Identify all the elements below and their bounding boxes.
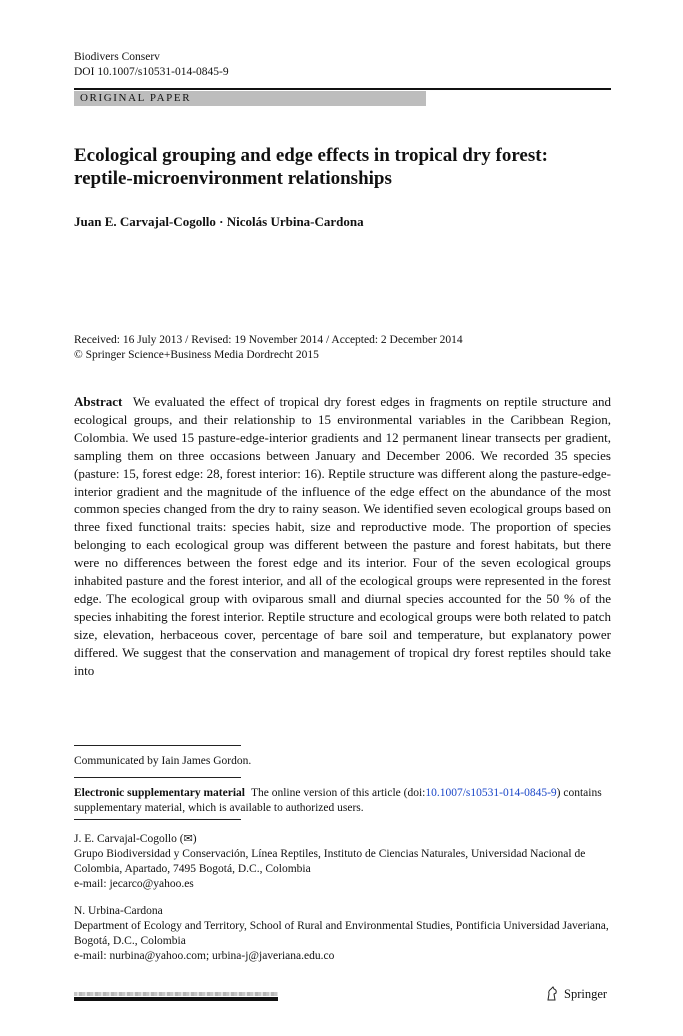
communicated-note: Communicated by Iain James Gordon. (74, 755, 252, 767)
author1-name-line (74, 831, 611, 847)
author1-affiliation-block (74, 831, 611, 892)
abstract (74, 393, 611, 680)
article-type-banner: ORIGINAL PAPER (74, 91, 426, 106)
author1-name: J. E. Carvajal-Cogollo ( (74, 833, 184, 845)
journal-header (74, 50, 229, 80)
header-rule (74, 88, 611, 90)
envelope-icon: ✉ (183, 832, 193, 845)
article-doi: DOI 10.1007/s10531-014-0845-9 (74, 66, 229, 78)
footnote-rule (74, 745, 241, 746)
author2-affiliation: Department of Ecology and Territory, School of Rural and Environmental Studies, Pontificia Universidad Javeriana, Bogotá, D.C., Colombia (74, 920, 609, 947)
author2-affiliation-block (74, 904, 611, 964)
footnote-rule-2 (74, 777, 241, 778)
author1-name-close: ) (192, 833, 197, 845)
esm-text-end: ) contains supplementary material, which is available to authorized users. (74, 787, 602, 814)
footer-decorative-bar (74, 992, 278, 996)
publisher-logo (544, 986, 607, 1002)
author2-name: N. Urbina-Cardona (74, 905, 163, 917)
abstract-label: Abstract (74, 394, 123, 409)
publisher-name: Springer (564, 986, 608, 1001)
esm-text-start: The online version of this article (doi: (250, 787, 426, 799)
footnote-rule-3 (74, 819, 241, 820)
copyright-line: © Springer Science+Business Media Dordrecht 2015 (74, 349, 319, 361)
author2-email: e-mail: nurbina@yahoo.com; urbina-j@javeriana.edu.co (74, 950, 335, 962)
springer-horse-icon (544, 986, 560, 1002)
author-list: Juan E. Carvajal-Cogollo · Nicolás Urbina-Cardona (74, 214, 364, 229)
journal-name: Biodivers Conserv (74, 51, 160, 63)
article-dates (74, 333, 463, 363)
author1-email: e-mail: jecarco@yahoo.es (74, 878, 194, 890)
article-title: Ecological grouping and edge effects in tropical dry forest: reptile-microenvironment relationships (74, 145, 548, 189)
received-revised-accepted: Received: 16 July 2013 / Revised: 19 November 2014 / Accepted: 2 December 2014 (74, 334, 463, 346)
esm-note (74, 786, 611, 816)
author1-affiliation: Grupo Biodiversidad y Conservación, Línea Reptiles, Instituto de Ciencias Naturales, Universidad Nacional de Colombia, Apartado, 7495 Bogotá, D.C., Colombia (74, 848, 586, 875)
esm-label: Electronic supplementary material (74, 787, 245, 799)
esm-doi-link[interactable]: 10.1007/s10531-014-0845-9 (425, 787, 557, 799)
abstract-text: We evaluated the effect of tropical dry forest edges in fragments on reptile structure and ecological groups, and their relationship to 15 environmental variables in the Caribbean Region, Colombia. We used 15 pasture-edge-interior gradients and 12 permanent linear transects per gradient, sampling them on three occasions between January and December 2006. We recorded 35 species (pasture: 15, forest edge: 28, forest interior: 16). Reptile structure was different along the pasture-edge-interior gradient and the magnitude of the influence of the edge effect on the abundance of the most common species changed from the dry to rainy season. We identified seven ecological groups based on three fixed functional traits: species habit, size and reproductive mode. The proportion of species belonging to each ecological group was different between the pasture and forest habitats, but there were no differences between the forest edge and its interior. Four of the seven ecological groups inhabited pasture and the forest interior, and all of the ecological groups were represented in the forest edge. The ecological group with oviparous small and diurnal species accounted for the 50 % of the species inhabiting the forest interior. Reptile structure and ecological groups were both related to patch size, elevation, herbaceous cover, percentage of bare soil and temperature, but explanatory power differed. We suggest that the conservation and management of tropical dry forest reptiles should take into (74, 394, 612, 678)
footer-rule (74, 997, 278, 1001)
